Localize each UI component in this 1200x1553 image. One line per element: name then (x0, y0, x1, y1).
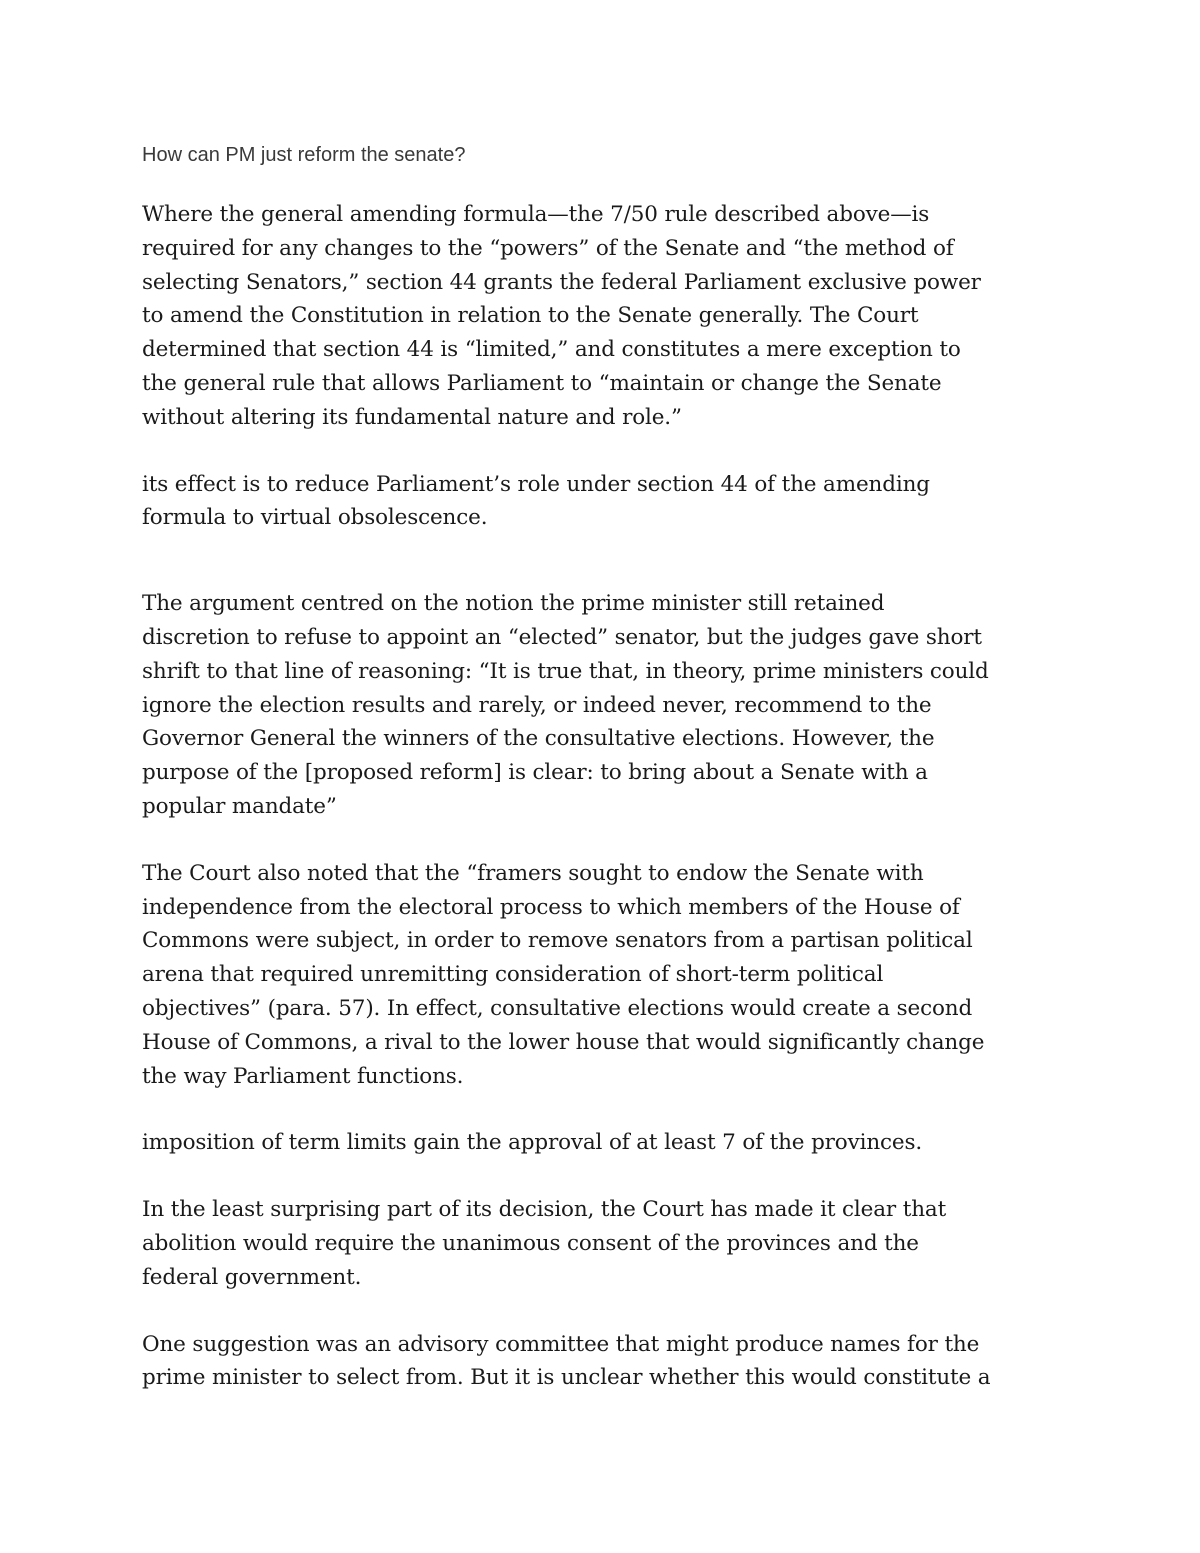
paragraph-line: ignore the election results and rarely, or indeed never, recommend to the (142, 692, 932, 718)
paragraph-3 (142, 587, 1072, 824)
paragraph-line: Where the general amending formula—the 7/50 rule described above—is (142, 202, 930, 227)
paragraph-line: imposition of term limits gain the approval of at least 7 of the provinces. (142, 1130, 923, 1156)
paragraph-line: formula to virtual obsolescence. (142, 505, 488, 531)
paragraph-line: federal government. (142, 1264, 362, 1290)
paragraph-line: to amend the Constitution in relation to the Senate generally. The Court (142, 303, 919, 329)
paragraph-line: In the least surprising part of its decision, the Court has made it clear that (142, 1197, 947, 1223)
paragraph-line: determined that section 44 is “limited,” and constitutes a mere exception to (142, 337, 961, 363)
paragraph-line: the way Parliament functions. (142, 1063, 464, 1089)
paragraph-6 (142, 1193, 1072, 1294)
paragraph-line: without altering its fundamental nature and role.” (142, 404, 682, 430)
paragraph-line: popular mandate” (142, 793, 337, 819)
paragraph-5 (142, 1126, 1072, 1160)
paragraph-line: abolition would require the unanimous consent of the provinces and the (142, 1230, 919, 1256)
paragraph-line: prime minister to select from. But it is unclear whether this would constitute a (142, 1365, 991, 1391)
paragraph-line: Commons were subject, in order to remove senators from a partisan political (142, 928, 973, 954)
paragraph-line: The argument centred on the notion the prime minister still retained (142, 591, 885, 617)
paragraph-line: required for any changes to the “powers” of the Senate and “the method of (142, 235, 954, 261)
paragraph-line: independence from the electoral process to which members of the House of (142, 894, 960, 920)
paragraph-line: One suggestion was an advisory committee that might produce names for the (142, 1331, 980, 1357)
document-body (142, 140, 1072, 1395)
paragraph-line: purpose of the [proposed reform] is clear: to bring about a Senate with a (142, 760, 928, 786)
paragraph-line: The Court also noted that the “framers sought to endow the Senate with (142, 860, 924, 886)
paragraph-line: shrift to that line of reasoning: “It is true that, in theory, prime ministers could (142, 658, 989, 684)
paragraph-2 (142, 468, 1072, 536)
paragraph-line: selecting Senators,” section 44 grants the federal Parliament exclusive power (142, 269, 981, 295)
paragraph-line: House of Commons, a rival to the lower house that would significantly change (142, 1029, 985, 1055)
paragraph-line: its effect is to reduce Parliament’s role under section 44 of the amending (142, 471, 930, 497)
paragraph-1 (142, 198, 1072, 435)
paragraph-line: Governor General the winners of the consultative elections. However, the (142, 726, 935, 752)
paragraph-line: arena that required unremitting consideration of short-term political (142, 962, 884, 988)
paragraph-7 (142, 1328, 1072, 1396)
document-heading: How can PM just reform the senate? (142, 144, 466, 166)
paragraph-line: the general rule that allows Parliament to “maintain or change the Senate (142, 370, 942, 396)
paragraph-line: objectives” (para. 57). In effect, consultative elections would create a second (142, 995, 973, 1021)
paragraph-4 (142, 857, 1072, 1094)
paragraph-line: discretion to refuse to appoint an “elected” senator, but the judges gave short (142, 624, 982, 650)
